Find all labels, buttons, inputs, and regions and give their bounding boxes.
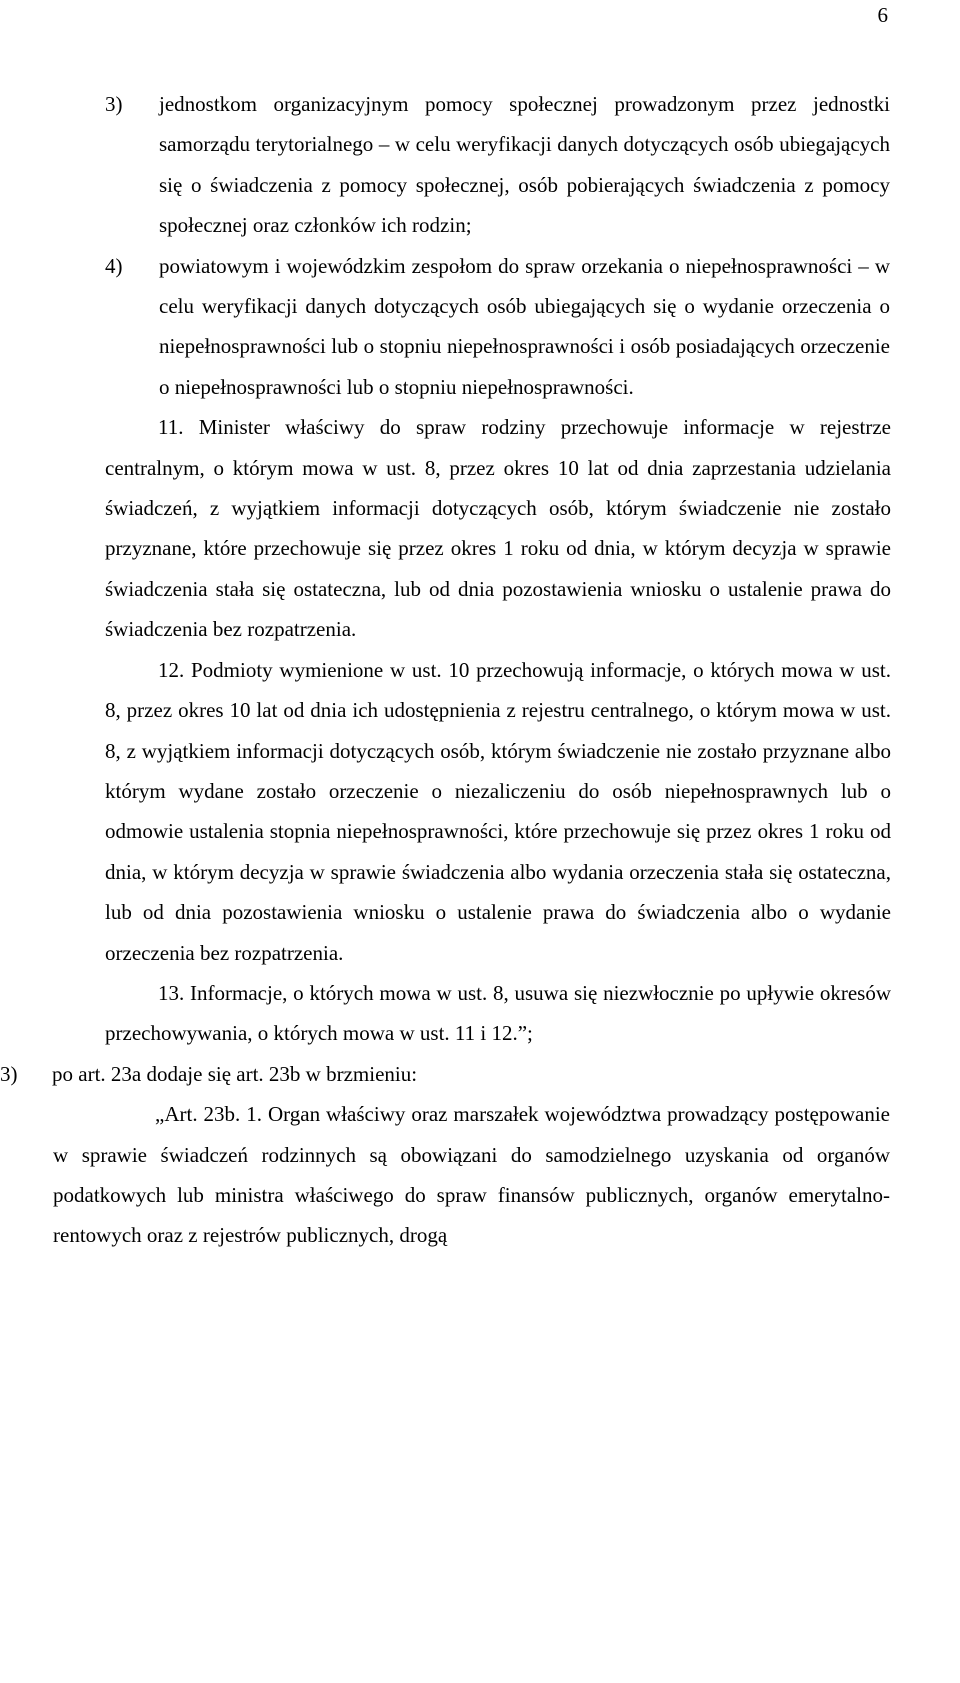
quoted-article: „Art. 23b. 1. Organ właściwy oraz marszałek województwa prowadzący postępowanie w sprawie świadczeń rodzinnych są obowiązani do samodzielnego uzyskania od organów podatkowych lub ministra właściwego do spraw finansów publicznych, organów emerytalno-rentowych oraz z rejestrów publicznych, drogą	[53, 1102, 890, 1248]
section-paragraph: 13. Informacje, o których mowa w ust. 8, usuwa się niezwłocznie po upływie okresów przechowywania, o których mowa w ust. 11 i 12.”;	[105, 980, 891, 1046]
amendment-point-text: po art. 23a dodaje się art. 23b w brzmieniu:	[52, 1061, 418, 1086]
list-item	[0, 84, 890, 246]
document-body	[0, 84, 960, 1256]
amendment-point-number: 3)	[0, 1061, 18, 1086]
list-item-number: 3)	[105, 92, 123, 116]
section-paragraph: 12. Podmioty wymienione w ust. 10 przechowują informacje, o których mowa w ust. 8, przez okres 10 lat od dnia ich udostępnienia z rejestru centralnego, o którym mowa w ust. 8, z wyjątkiem informacji dotyczących osób, którym świadczenie nie zostało przyznane albo którym wydane zostało orzeczenie o niezaliczeniu do osób niepełnosprawnych lub o odmowie ustalenia stopnia niepełnosprawności, które przechowuje się przez okres 1 roku od dnia, w którym decyzja w sprawie świadczenia albo wydania orzeczenia stała się ostateczna, lub od dnia pozostawienia wniosku o ustalenie prawa do świadczenia albo o wydanie orzeczenia bez rozpatrzenia.	[105, 657, 891, 965]
list-item-number: 4)	[105, 253, 123, 278]
section-paragraph: 11. Minister właściwy do spraw rodziny przechowuje informacje w rejestrze centralnym, o którym mowa w ust. 8, przez okres 10 lat od dnia zaprzestania udzielania świadczeń, z wyjątkiem informacji dotyczących osób, którym świadczenie nie zostało przyznane, które przechowuje się przez okres 1 roku od dnia, w którym decyzja w sprawie świadczenia stała się ostateczna, lub od dnia pozostawienia wniosku o ustalenie prawa do świadczenia bez rozpatrzenia.	[105, 415, 891, 642]
amendment-point	[0, 1054, 890, 1094]
list-item-text: powiatowym i wojewódzkim zespołom do spraw orzekania o niepełnosprawności – w celu weryfikacji danych dotyczących osób ubiegających się o wydanie orzeczenia o niepełnosprawności lub o stopniu niepełnosprawności i osób posiadających orzeczenie o niepełnosprawności lub o stopniu niepełnosprawności.	[159, 253, 890, 399]
list-item-text: jednostkom organizacyjnym pomocy społecznej prowadzonym przez jednostki samorządu terytorialnego – w celu weryfikacji danych dotyczących osób ubiegających się o świadczenia z pomocy społecznej, osób pobierających świadczenia z pomocy społecznej oraz członków ich rodzin;	[159, 92, 890, 238]
list-item	[0, 246, 890, 408]
page-number: 6	[877, 3, 888, 27]
